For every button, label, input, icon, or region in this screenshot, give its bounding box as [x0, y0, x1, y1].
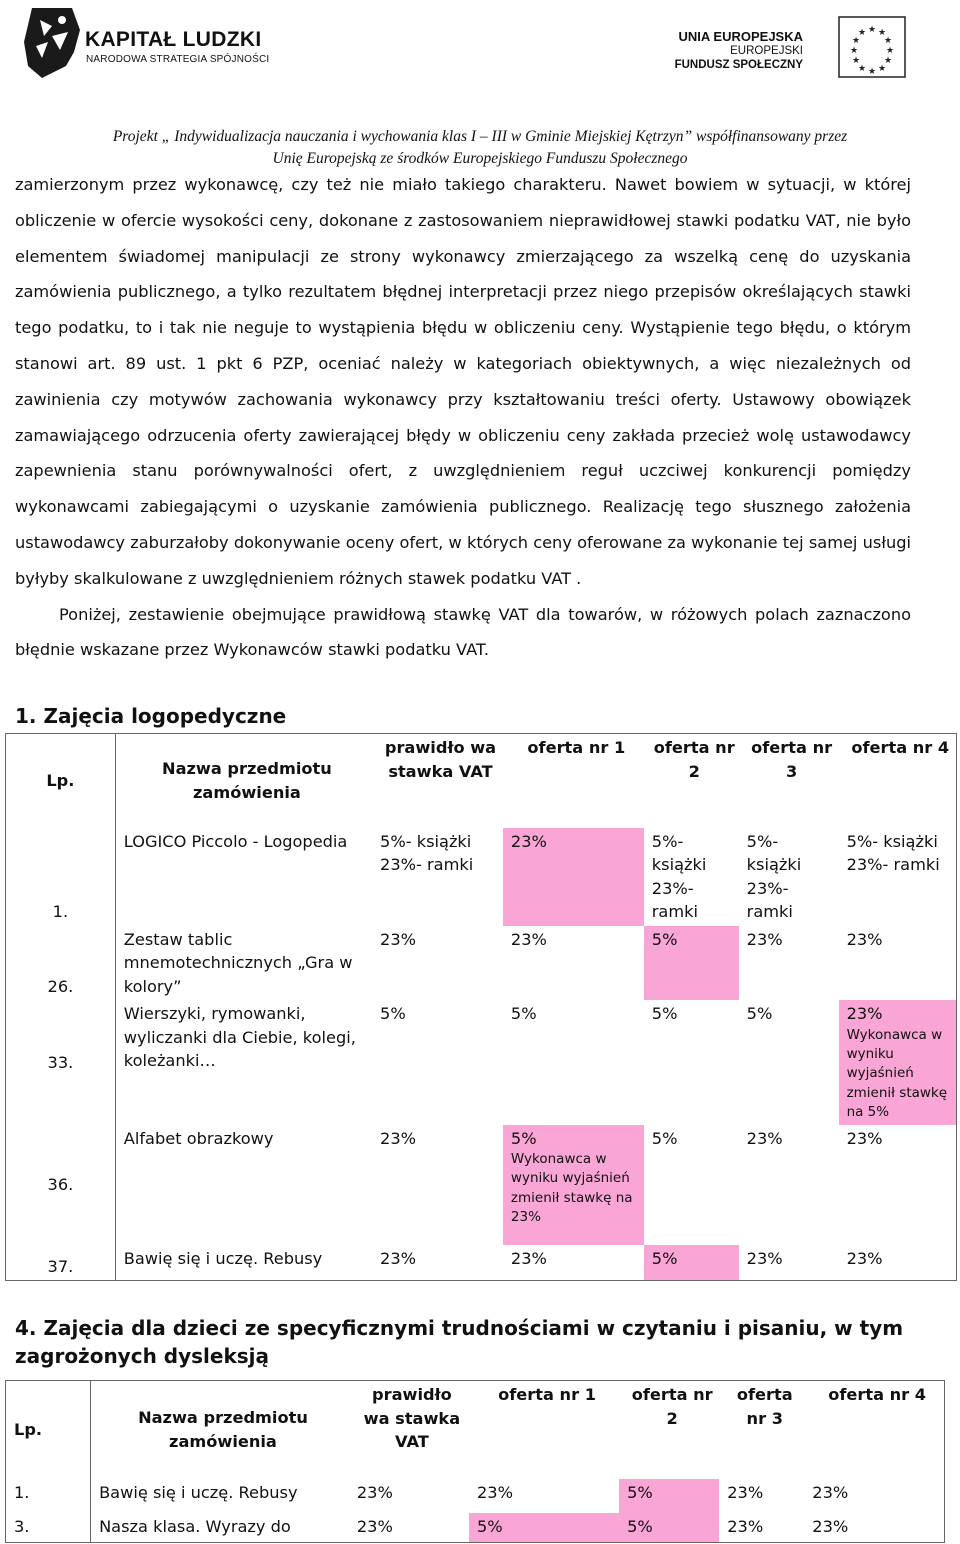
project-caption	[0, 126, 960, 170]
table-row	[6, 1245, 957, 1281]
svg-text:★: ★	[867, 25, 877, 35]
col-name: Nazwa przedmiotu zamówienia	[138, 1408, 308, 1451]
row-offer2: 5%	[651, 1004, 678, 1023]
offer1-value: 5%	[510, 1128, 537, 1148]
row-offer2: 5%	[644, 1245, 739, 1281]
eu-text-block	[675, 30, 803, 72]
row-lp: 3.	[6, 1513, 91, 1543]
row-name: Nasza klasa. Wyrazy do	[99, 1516, 291, 1536]
row-offer4: 5%- książki 23%- ramki	[846, 831, 940, 874]
svg-text:★: ★	[867, 67, 877, 77]
body-text	[15, 167, 911, 668]
project-line2: Unię Europejską ze środków Europejskiego Funduszu Społecznego	[272, 150, 688, 167]
row-offer2: 5%	[619, 1479, 719, 1513]
offer4-note: Wykonawca w wyniku wyjaśnień zmienił stawkę na 5%	[846, 1026, 948, 1121]
col-offer4: oferta nr 4	[851, 738, 950, 757]
row-lp: 37.	[6, 1245, 116, 1281]
section1-table	[5, 733, 957, 1281]
col-offer4: oferta nr 4	[828, 1385, 927, 1404]
section4-table	[5, 1380, 945, 1543]
eu-logo	[674, 8, 928, 78]
col-lp: Lp.	[6, 734, 116, 828]
kl-title: KAPITAŁ LUDZKI	[85, 28, 262, 51]
row-offer3: 23%	[746, 1248, 783, 1268]
row-vat: 23%	[380, 1248, 417, 1268]
offer4-value: 23%	[846, 1004, 883, 1023]
row-offer4: 23%	[846, 1248, 883, 1268]
row-offer1: 23%	[476, 1482, 513, 1502]
table-row	[6, 1125, 957, 1245]
row-offer4: 23%	[812, 1516, 849, 1536]
paragraph-2: Poniżej, zestawienie obejmujące prawidłową stawkę VAT dla towarów, w różowych polach zaznaczono błędnie wskazane przez Wykonawców stawki podatku VAT.	[15, 604, 911, 660]
row-offer3: 23%	[746, 1128, 783, 1148]
project-line1: Projekt „ Indywidualizacja nauczania i wychowania klas I – III w Gminie Miejskiej Kętrzyn” współfinansowany przez	[112, 128, 848, 145]
kapital-ludzki-logo	[22, 6, 270, 82]
row-offer2: 5%- książki 23%- ramki	[651, 831, 707, 921]
table-row	[6, 828, 957, 926]
row-name: LOGICO Piccolo - Logopedia	[123, 831, 348, 851]
row-lp: 1.	[6, 1479, 91, 1513]
row-offer3: 23%	[727, 1482, 764, 1502]
row-offer1	[503, 1125, 644, 1245]
table-row	[6, 926, 957, 1001]
col-offer1: oferta nr 1	[527, 738, 626, 757]
svg-text:★: ★	[857, 28, 867, 38]
row-offer1: 5%	[510, 1004, 537, 1023]
svg-text:★: ★	[851, 56, 861, 66]
table-row	[6, 1000, 957, 1125]
row-name: Alfabet obrazkowy	[123, 1128, 274, 1148]
page-header	[0, 0, 960, 165]
row-offer3: 23%	[746, 929, 783, 949]
row-name: Wierszyki, rymowanki, wyliczanki dla Ciebie, kolegi, koleżanki…	[123, 1004, 356, 1070]
col-offer3: oferta nr 3	[751, 738, 833, 781]
row-vat: 23%	[356, 1482, 393, 1502]
col-offer3: oferta nr 3	[736, 1385, 793, 1428]
row-offer1: 5%	[469, 1513, 619, 1543]
row-offer4: 23%	[846, 929, 883, 949]
row-offer3: 23%	[727, 1516, 764, 1536]
svg-text:★: ★	[877, 28, 887, 38]
row-offer2: 5%	[619, 1513, 719, 1543]
col-vat: prawidło wa stawka VAT	[384, 738, 497, 781]
svg-text:★: ★	[883, 36, 893, 46]
row-offer1: 23%	[510, 1248, 547, 1268]
row-offer4	[839, 1000, 957, 1125]
row-vat: 5%- książki 23%- ramki	[380, 831, 474, 874]
table-row	[6, 1513, 945, 1543]
row-lp: 36.	[6, 1125, 116, 1245]
row-offer3: 5%	[746, 1004, 773, 1023]
table-header-row	[6, 734, 957, 828]
col-offer1: oferta nr 1	[498, 1385, 596, 1404]
section1-heading: 1. Zajęcia logopedyczne	[15, 704, 287, 728]
col-lp: Lp.	[6, 1381, 91, 1479]
row-vat: 5%	[380, 1004, 406, 1023]
svg-text:★: ★	[849, 46, 859, 56]
eu-line3: FUNDUSZ SPOŁECZNY	[674, 59, 803, 71]
row-offer4: 23%	[846, 1128, 883, 1148]
eu-line1: UNIA EUROPEJSKA	[678, 29, 803, 44]
col-offer2: oferta nr 2	[653, 738, 735, 781]
row-lp: 33.	[6, 1000, 116, 1125]
col-vat: prawidło wa stawka VAT	[363, 1385, 461, 1451]
offer1-note: Wykonawca w wyniku wyjaśnień zmienił stawkę na 23%	[510, 1151, 633, 1226]
row-offer3: 5%- książki 23%- ramki	[746, 831, 802, 921]
table-header-row	[6, 1381, 945, 1479]
svg-text:★: ★	[883, 56, 893, 66]
svg-text:★: ★	[851, 36, 861, 46]
row-offer1: 23%	[510, 929, 547, 949]
kl-subtitle: NARODOWA STRATEGIA SPÓJNOŚCI	[86, 54, 270, 65]
eu-flag-icon	[838, 16, 906, 78]
row-name: Zestaw tablic mnemotechnicznych „Gra w kolory”	[123, 929, 353, 996]
col-name: Nazwa przedmiotu zamówienia	[162, 759, 332, 802]
row-offer2: 5%	[651, 1128, 678, 1148]
row-vat: 23%	[380, 1128, 417, 1148]
kapital-ludzki-emblem-icon	[22, 6, 82, 80]
svg-text:★: ★	[885, 46, 895, 56]
eu-line2: EUROPEJSKI	[730, 45, 803, 57]
col-offer2: oferta nr 2	[631, 1385, 713, 1428]
row-offer1: 23%	[503, 828, 644, 926]
svg-text:★: ★	[857, 64, 867, 74]
row-vat: 23%	[380, 929, 417, 949]
paragraph-1: zamierzonym przez wykonawcę, czy też nie miało takiego charakteru. Nawet bowiem w sytuacji, w której obliczenie w ofercie wysokości ceny, dokonane z zastosowaniem nieprawidłowej stawki podatku VAT, nie było elementem świadomej manipulacji ze strony wykonawcy zmierzającego za wszelką cenę do uzyskania zamówienia publicznego, a tylko rezultatem błędnej interpretacji przez niego przepisów określających stawki tego podatku, to i tak nie neguje to wystąpienia błędu w obliczeniu ceny. Wystąpienie tego błędu, o którym stanowi art. 89 ust. 1 pkt 6 PZP, oceniać należy w kategoriach obiektywnych, a więc niezależnych od zawinienia czy motywów zachowania wykonawcy przy kształtowaniu treści oferty. Ustawowy obowiązek zamawiającego odrzucenia oferty zawierającej błędy w obliczeniu ceny zakłada przecież wolę ustawodawcy zapewnienia stanu porównywalności ofert, z uwzględnieniem reguł uczciwej konkurencji pomiędzy wykonawcami zabiegającymi o uzyskanie zamówienia publicznego. Realizację tego słusznego założenia ustawodawcy zaburzałoby dokonywanie oceny ofert, w których ceny oferowane za wykonanie tej samej usługi byłyby skalkulowane z uwzględnieniem różnych stawek podatku VAT .	[15, 175, 911, 588]
table-row	[6, 1479, 945, 1513]
row-vat: 23%	[356, 1516, 393, 1536]
row-lp: 1.	[6, 828, 116, 926]
row-name: Bawię się i uczę. Rebusy	[123, 1248, 323, 1268]
row-offer4: 23%	[812, 1482, 849, 1502]
row-offer2: 5%	[644, 926, 739, 1001]
svg-text:★: ★	[877, 64, 887, 74]
section4-heading: 4. Zajęcia dla dzieci ze specyficznymi trudnościami w czytaniu i pisaniu, w tym zagrożonych dysleksją	[15, 1316, 904, 1368]
row-name: Bawię się i uczę. Rebusy	[99, 1482, 298, 1502]
row-lp: 26.	[6, 926, 116, 1001]
